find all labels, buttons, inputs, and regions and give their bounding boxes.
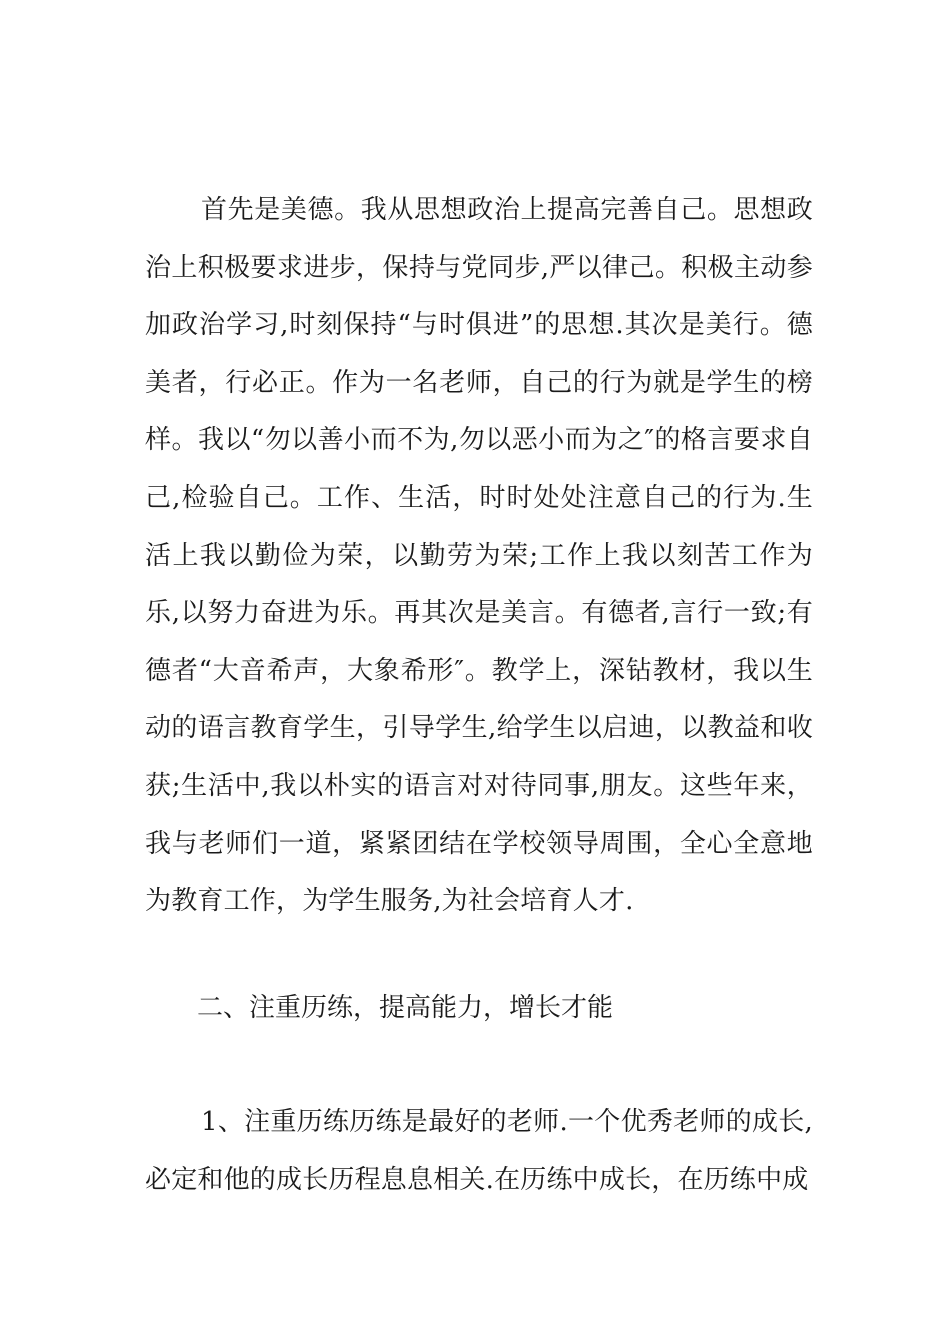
body-paragraph-practice: 1、注重历练历练是最好的老师.一个优秀老师的成长,必定和他的成长历程息息相关.在历练中成长，在历练中成 <box>145 1107 813 1195</box>
body-paragraph-virtue: 首先是美德。我从思想政治上提高完善自己。思想政治上积极要求进步，保持与党同步,严以律己。积极主动参加政治学习,时刻保持“与时俱进”的思想.其次是美行。德美者，行必正。作为一名老师，自己的行为就是学生的榜样。我以“勿以善小而不为,勿以恶小而为之″的格言要求自己,检验自己。工作、生活，时时处处注意自己的行为.生活上我以勤俭为荣，以勤劳为荣;工作上我以刻苦工作为乐,以努力奋进为乐。再其次是美言。有德者,言行一致;有德者“大音希声，大象希形″。教学上，深钻教材，我以生动的语言教育学生，引导学生,给学生以启迪，以教益和收获;生活中,我以朴实的语言对对待同事,朋友。这些年来，我与老师们一道，紧紧团结在学校领导周围，全心全意地为教育工作，为学生服务,为社会培育人才. <box>145 195 813 917</box>
section-heading-practice: 二、注重历练，提高能力，增长才能 <box>197 993 614 1023</box>
